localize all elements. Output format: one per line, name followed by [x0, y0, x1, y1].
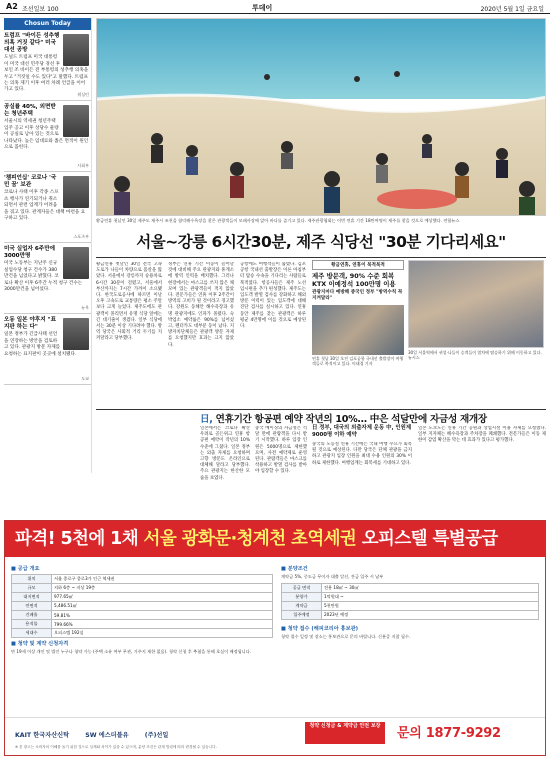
brief-item[interactable] [4, 101, 91, 172]
sponsor-logos [15, 730, 182, 739]
ad-cta-button[interactable]: 청약 신청금 & 계약금 안전 보장 [305, 722, 385, 744]
portrait-photo [63, 318, 89, 350]
ad-banner-prefix: 파격! 5천에 1채 [15, 529, 144, 549]
station-photo [408, 260, 544, 348]
table-row: 공급 면적 전용 18㎡ ~ 30㎡ [282, 583, 539, 592]
secondary-headline-text: 연휴기간 항공편 예약 작년의 10%… 中은 석달만에 자금성 재개장 [215, 414, 487, 425]
inset-caption-text: 연휴 첫날 30일 오전 김포공항 국내선 출발장이 여행객들로 북적이고 있다. [312, 356, 404, 367]
inset-caption [312, 356, 404, 366]
ad-application-title: ■ 청약 접수 (해피코리아 홍보관) [281, 625, 359, 632]
article-column-2: 정부는 연휴 기간 이동이 늘어날 것에 대비해 주요 관광지와 휴게소에 방역 인력을 배치했다. 그러나 현장에서는 마스크를 쓰지 않은 채 모여 있는 관광객들이 적지 않았다. 전문가들은 연휴 이후 2주간이 방역의 고비가 될 것이라고 경고했다. 강원도 동해안 해수욕장과 유명 관광지에도 인파가 몰렸다. 숙박업소 예약률은 90%를 넘어섰고, 렌터카도 대부분 동이 났다. 지방자치단체들은 관광객 방문 자제를 요청했지만 효과는 크지 않았다. [168, 262, 234, 348]
brief-item[interactable] [4, 172, 91, 243]
brief-byline: 워싱턴 [77, 92, 89, 97]
ad-footer [5, 717, 545, 755]
ad-eligibility-title: ■ 청약 및 계약 신청자격 [11, 641, 69, 647]
sea-area [97, 19, 546, 99]
lower-column-2: 중국 베이징의 자금성은 석 달 만에 관람객을 다시 받기 시작했다. 하루 입장 인원은 5000명으로 제한했으며, 사전 예약제로 운영된다. 관람객들은 마스크를 착용하고 발열 검사를 받아야 입장할 수 있다. [255, 426, 307, 475]
masthead [0, 0, 550, 14]
secondary-headline [200, 411, 544, 425]
brief-body: 코로나 사태 이후 각종 스포츠 행사가 연기되거나 취소되면서 관련 업계가 어려움을 겪고 있다. 관계자들은 대책 마련을 요구하고 있다. [4, 190, 86, 222]
brief-body: 일본 정부가 긴급사태 선언을 연장하는 방안을 검토하고 있다. 관광지 방문 자제를 요청하는 표지판이 곳곳에 설치됐다. [4, 332, 77, 357]
ad-left-panel [11, 563, 273, 713]
brief-title: 트럼프 "바이든 성추행 의혹 거짓 같다" 미국 대선 공방 [4, 33, 60, 54]
newspaper-name: 조선일보 100 [22, 6, 59, 13]
portrait-photo [63, 34, 89, 66]
brief-item[interactable] [4, 30, 91, 101]
table-row: 용적률 799.66% [12, 620, 273, 629]
ad-right-panel [281, 563, 539, 713]
main-headline: 서울~강릉 6시간30분, 제주 식당선 "30분 기다리세요" [136, 233, 506, 251]
brief-body: 미국 노동부는 지난주 신규 실업수당 청구 건수가 380만건을 넘었다고 밝혔다. 코로나 확산 이후 6주간 누적 청구 건수는 3000만건을 넘어섰다. [4, 261, 83, 293]
ad-spec-table [11, 574, 273, 638]
inset-credit: 이태경 기자 [351, 361, 373, 367]
brief-title: 미국 실업자 6주만에 3000만명 [4, 246, 56, 260]
article-column-1: 황금연휴 첫날인 30일 전국 고속도로가 나들이 차량으로 몸살을 앓았다. 서울에서 강릉까지 승용차로 6시간 30분이 걸렸고, 서울에서 부산까지는 7시간 가까이 소요됐다. 한국도로공사에 따르면 이날 오후 고속도로 교통량은 평소 주말보다 크게 늘었다. 제주도에도 관광객이 몰리면서 유명 식당 앞에는 긴 대기줄이 생겼다. 일부 식당에서는 30분 이상 기다려야 했다. 방역 당국은 사회적 거리 두기를 지켜달라고 당부했다. [96, 262, 162, 342]
brief-item[interactable] [4, 314, 91, 385]
brief-byline: 뉴욕 [81, 305, 89, 310]
sponsor-logo: SW 에스더블유 [85, 732, 129, 739]
sidebar-title: 제주 방문객, 90% 수준 회복 KTX 이예정석 100만명 이용 [312, 272, 396, 288]
headline-marker: 日, [200, 414, 213, 425]
portrait-photo [63, 105, 89, 137]
ad-conditions-table [281, 583, 539, 620]
page-number: A2 [6, 2, 18, 11]
ad-eligibility-text: 만 19세 이상 개인 및 법인 누구나 청약 가능 (주택 소유 여부 무관, 거주지 제한 없음). 청약 신청 후 추첨을 통해 호실이 배정됩니다. [11, 649, 252, 654]
brief-byline: 사회부 [77, 163, 89, 168]
brief-body: 도널드 트럼프 미국 대통령이 미국 대선 민주당 경선 후보인 조 바이든 전 부통령의 성추행 의혹을 두고 "거짓일 수도 있다"고 말했다. 트럼프는 의혹 제기 이후 여러 차례 언급을 이어가고 있다. [4, 55, 89, 93]
lower-column-3: 중국의 노동절 연휴 기간에는 국내 여행 수요가 회복될 것으로 예상된다. 다만 당국은 단체 관광을 금지하고 관광지 입장 인원을 최대 수용 인원의 30% 이하로 제한했다. 여행업계는 회복세를 기대하고 있다. [312, 442, 412, 466]
brief-byline: 스포츠부 [73, 234, 89, 239]
article-column-3: 공항에도 여행객들이 붐볐다. 김포공항 국내선 출발장은 이른 아침부터 탑승 수속을 기다리는 사람들로 북적였다. 항공사들은 제주 노선 임시편을 추가 편성했다. 제주도는 입도객 발열 검사를 강화하고 해외 방문 이력이 있는 입도객에 대해 진단 검사를 실시하고 있다. 연휴 동안 제주를 찾는 관광객은 하루 평균 4만명에 이를 것으로 예상된다. [240, 262, 306, 330]
table-row: 건폐율 59.81% [12, 611, 273, 620]
lower-column-4: 일본 도쿄도는 연휴 기간 공원과 상업시설 이용 자제를 요청했다. 일부 지자체는 해수욕장과 주차장을 폐쇄했다. 전문가들은 이동 제한이 감염 확산을 막는 데 효과가 있다고 평가했다. [418, 426, 546, 444]
table-row: 연면적 5,486.51㎡ [12, 602, 273, 611]
beach-mat [377, 189, 457, 209]
left-column-header: Chosun Today [4, 18, 91, 30]
advertisement[interactable] [4, 520, 546, 756]
photo-credit: 연합뉴스 [443, 218, 460, 223]
brief-title: '챔피언십' 코로나 '국민 꿈' 보관 [4, 175, 57, 189]
brief-item[interactable] [4, 243, 91, 314]
ad-conditions-title: ■ 분양조건 [281, 566, 308, 572]
brief-title: 오동 일본 야후지 "표지판 하는 다" [4, 317, 56, 331]
ad-application-text: 청약 접수 일정 및 장소는 홍보관으로 문의 바랍니다. 신분증 지참 필수. [281, 633, 411, 639]
secondary-subheadline: 日 정부, 대국의 외출자제 운동 中, 인원제 9000명 이하 예약 [312, 425, 412, 438]
ad-banner [5, 521, 545, 557]
headline-divider [96, 257, 546, 258]
sidebar-box [312, 260, 404, 408]
section-divider [96, 409, 546, 410]
ad-banner-suffix: 오피스텔 특별공급 [356, 529, 498, 549]
table-row: 위치 서울 종로구 종로3가 인근 역세권 [12, 575, 273, 584]
sand-area [97, 95, 546, 216]
table-row: 세대수 오피스텔 192실 [12, 629, 273, 638]
ad-phone-number[interactable]: 문의 1877-9292 [397, 726, 501, 741]
photo-caption [96, 218, 546, 223]
ad-banner-highlight: 서울 광화문·청계천 초역세권 [143, 529, 357, 549]
table-row: 입주예정 2023년 예정 [282, 610, 539, 619]
ad-conditions-text: 계약금 5%, 중도금 무이자 대출 알선, 잔금 입주 시 납부 [281, 574, 384, 579]
station-caption-text: 30일 서울역에서 귀성·나들이 승객들이 열차에 탑승하기 위해 이동하고 있다. [408, 350, 542, 355]
beach-scene-illustration [97, 19, 546, 216]
table-row: 대지면적 977.65㎡ [12, 593, 273, 602]
section-title: 투데이 [252, 4, 273, 12]
brief-byline: 도쿄 [81, 376, 89, 381]
sidebar-subtitle: 관광지마다 예방해 중국인 정부 "방역수칙 꼭 지켜달라" [312, 290, 403, 301]
table-row: 분양가 1억원대 ~ [282, 592, 539, 601]
brief-title: 공실률 40%, 외면받는 청년주택 [4, 104, 56, 118]
table-row: 계약금 5천만원 [282, 601, 539, 610]
sponsor-logo: KAIT 한국자산신탁 [15, 732, 70, 739]
left-column [4, 18, 92, 473]
ad-disclaimer: ※ 본 광고는 소비자의 이해를 돕기 위한 것으로 실제와 차이가 있을 수 있으며, 분양 조건은 관계 법령에 따라 변경될 수 있습니다. [15, 745, 217, 749]
ad-supply-title: ■ 공급 개요 [11, 566, 40, 572]
issue-date: 2020년 5월 1일 금요일 [480, 6, 544, 13]
table-row: 규모 지하 6층 ~ 지상 19층 [12, 584, 273, 593]
lower-column-1: 일본에서는 코로나 확산 우려로 골든위크 연휴 항공편 예약이 작년의 10% 수준에 그쳤다. 일본 정부는 외출 자제를 요청하며 고향 방문도 온라인으로 대체해 달라고 당부했다. 주요 관광지는 한산한 모습을 보였다. [200, 426, 250, 481]
caption-text: 황금연휴 첫날인 30일 제주도 제주시 조천읍 함덕해수욕장을 찾은 관광객들이 모래사장에 앉아 바다를 즐기고 있다. 제주관광협회는 이번 연휴 기간 18만여명이 제주를 찾을 것으로 예상했다. [96, 218, 442, 223]
airport-photo [312, 305, 404, 355]
sidebar-kicker: 황금연휴, 연휴이 북적북적 [312, 260, 404, 270]
beach-photo [96, 18, 546, 216]
sponsor-logo: (주)선일 [144, 732, 169, 739]
station-photo-credit: 뉴시스 [408, 355, 420, 361]
portrait-photo [63, 247, 89, 279]
portrait-photo [63, 176, 89, 208]
station-photo-caption [408, 350, 544, 360]
brief-body: 서울시의 역세권 청년주택 입주 공고 이후 상당수 물량이 공실로 남아 있는 것으로 나타났다. 높은 임대료와 좁은 면적이 원인으로 꼽힌다. [4, 119, 89, 151]
